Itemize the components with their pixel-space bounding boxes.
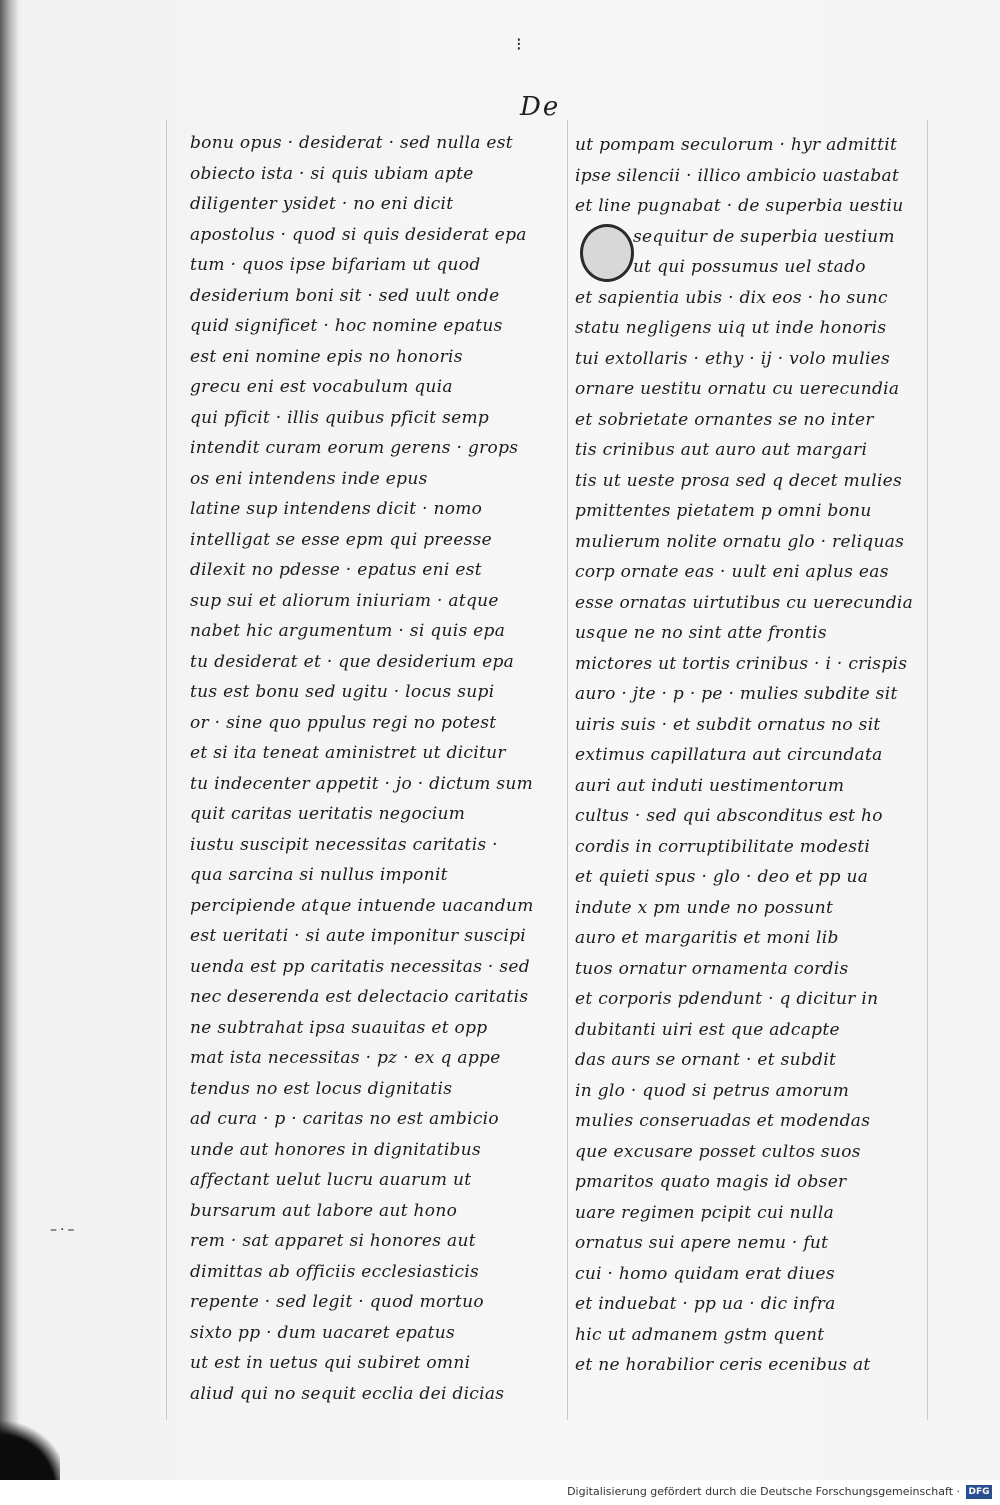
margin-ruling-middle: [567, 120, 568, 1420]
footer-bar: [0, 1480, 1000, 1505]
manuscript-line: corp ornate eas · uult eni aplus eas: [575, 562, 889, 582]
manuscript-line: auro et margaritis et moni lib: [575, 928, 839, 948]
manuscript-line: ut pompam seculorum · hyr admittit: [575, 135, 898, 155]
manuscript-line: intendit curam eorum gerens · grops: [190, 438, 519, 458]
manuscript-line: pmittentes pietatem p omni bonu: [575, 501, 872, 521]
manuscript-line: pmaritos quato magis id obser: [575, 1172, 847, 1192]
manuscript-line: qui pficit · illis quibus pficit semp: [190, 407, 490, 428]
manuscript-line: indute x pm unde no possunt: [575, 897, 834, 918]
manuscript-line: nec deserenda est delectacio caritatis: [190, 987, 529, 1007]
manuscript-line: tum · quos ipse bifariam ut quod: [190, 255, 481, 275]
manuscript-line: ornare uestitu ornatu cu uerecundia: [575, 379, 900, 399]
manuscript-line: cordis in corruptibilitate modesti: [575, 836, 871, 857]
manuscript-line: os eni intendens inde epus: [190, 468, 428, 489]
manuscript-line: cui · homo quidam erat diues: [575, 1263, 835, 1284]
manuscript-line: apostolus · quod si quis desiderat epa: [190, 224, 527, 245]
funding-notice: Digitalisierung gefördert durch die Deutsche Forschungsgemeinschaft ·: [567, 1485, 960, 1498]
manuscript-line: mictores ut tortis crinibus · i · crispis: [575, 653, 908, 674]
margin-ruling-right: [927, 120, 928, 1420]
manuscript-line: ad cura · p · caritas no est ambicio: [190, 1109, 499, 1129]
manuscript-line: statu negligens uiq ut inde honoris: [575, 318, 887, 338]
manuscript-line: ipse silencii · illico ambicio uastabat: [575, 165, 900, 186]
manuscript-line: mulies conseruadas et modendas: [575, 1111, 871, 1131]
right-text-column: [575, 130, 920, 1381]
manuscript-line: diligenter ysidet · no eni dicit: [190, 194, 454, 214]
scan-shadow-corner: [0, 1410, 60, 1480]
margin-ruling-left: [166, 120, 167, 1420]
manuscript-line: bonu opus · desiderat · sed nulla est: [190, 133, 513, 153]
page-binding-edge: [0, 0, 18, 1480]
manuscript-line: mulierum nolite ornatu glo · reliquas: [575, 531, 905, 552]
manuscript-line: auri aut induti uestimentorum: [575, 775, 845, 796]
manuscript-line: hic ut admanem gstm quent: [575, 1324, 825, 1345]
manuscript-line: tu desiderat et · que desiderium epa: [190, 651, 515, 672]
manuscript-line: et sobrietate ornantes se no inter: [575, 409, 874, 430]
manuscript-line: esse ornatas uirtutibus cu uerecundia: [575, 592, 914, 613]
manuscript-line: bursarum aut labore aut hono: [190, 1200, 458, 1221]
manuscript-line: aliud qui no sequit ecclia dei dicias: [190, 1383, 505, 1404]
manuscript-line: nabet hic argumentum · si quis epa: [190, 621, 506, 641]
manuscript-line: et corporis pdendunt · q dicitur in: [575, 989, 879, 1009]
manuscript-line: sup sui et aliorum iniuriam · atque: [190, 590, 499, 611]
manuscript-line: auro · jte · p · pe · mulies subdite sit: [575, 684, 898, 704]
manuscript-line: tendus no est locus dignitatis: [190, 1078, 453, 1099]
manuscript-line: tu indecenter appetit · jo · dictum sum: [190, 773, 534, 794]
manuscript-line: ornatus sui apere nemu · fut: [575, 1233, 829, 1253]
manuscript-line: que excusare posset cultos suos: [575, 1141, 861, 1162]
dfg-logo: DFG: [966, 1485, 992, 1499]
manuscript-line: or · sine quo ppulus regi no potest: [190, 712, 497, 733]
manuscript-line: uare regimen pcipit cui nulla: [575, 1202, 835, 1223]
manuscript-line: et sapientia ubis · dix eos · ho sunc: [575, 287, 888, 308]
manuscript-line: repente · sed legit · quod mortuo: [190, 1292, 484, 1312]
manuscript-line: das aurs se ornant · et subdit: [575, 1050, 837, 1070]
manuscript-line: tuos ornatur ornamenta cordis: [575, 958, 849, 979]
manuscript-line: uenda est pp caritatis necessitas · sed: [190, 956, 530, 977]
manuscript-line: dubitanti uiri est que adcapte: [575, 1019, 840, 1040]
manuscript-line: unde aut honores in dignitatibus: [190, 1139, 482, 1160]
manuscript-line: quid significet · hoc nomine epatus: [190, 316, 503, 336]
manuscript-line: intelligat se esse epm qui preesse: [190, 529, 492, 550]
manuscript-line: sequitur de superbia uestium: [633, 226, 895, 247]
page-heading: De: [520, 92, 561, 122]
manuscript-line: affectant uelut lucru auarum ut: [190, 1170, 472, 1190]
manuscript-line: et si ita teneat aministret ut dicitur: [190, 743, 506, 763]
manuscript-line: grecu eni est vocabulum quia: [190, 377, 453, 397]
manuscript-line: tis ut ueste prosa sed q decet mulies: [575, 470, 903, 491]
manuscript-line: usque ne no sint atte frontis: [575, 623, 827, 643]
manuscript-line: qua sarcina si nullus imponit: [190, 865, 448, 885]
manuscript-line: obiecto ista · si quis ubiam apte: [190, 163, 474, 184]
manuscript-line: tis crinibus aut auro aut margari: [575, 440, 868, 460]
left-text-column: [190, 128, 560, 1409]
manuscript-line: et quieti spus · glo · deo et pp ua: [575, 867, 869, 887]
manuscript-line: quit caritas ueritatis negocium: [190, 804, 466, 824]
manuscript-line: iustu suscipit necessitas caritatis ·: [190, 834, 498, 855]
manuscript-line: tus est bonu sed ugitu · locus supi: [190, 682, 495, 702]
manuscript-line: extimus capillatura aut circundata: [575, 745, 883, 765]
manuscript-line: cultus · sed qui absconditus est ho: [575, 806, 883, 826]
manuscript-line: ne subtrahat ipsa suauitas et opp: [190, 1017, 488, 1038]
manuscript-line: tui extollaris · ethy · ij · volo mulies: [575, 348, 891, 369]
margin-dash-mark: –·–: [50, 1222, 78, 1238]
manuscript-line: est ueritati · si aute imponitur suscipi: [190, 926, 527, 946]
manuscript-line: dilexit no pdesse · epatus eni est: [190, 560, 482, 580]
manuscript-line: rem · sat apparet si honores aut: [190, 1231, 476, 1251]
manuscript-line: et ne horabilior ceris ecenibus at: [575, 1355, 871, 1375]
manuscript-line: est eni nomine epis no honoris: [190, 346, 463, 367]
manuscript-line: et induebat · pp ua · dic infra: [575, 1294, 836, 1314]
manuscript-line: percipiende atque intuende uacandum: [190, 895, 534, 916]
manuscript-line: ut qui possumus uel stado: [633, 257, 866, 277]
manuscript-line: et line pugnabat · de superbia uestiu: [575, 196, 904, 216]
manuscript-line: dimittas ab officiis ecclesiasticis: [190, 1261, 480, 1282]
top-ink-mark: ⁝: [516, 34, 522, 55]
manuscript-line: sixto pp · dum uacaret epatus: [190, 1322, 455, 1343]
manuscript-line: latine sup intendens dicit · nomo: [190, 499, 483, 519]
manuscript-line: uiris suis · et subdit ornatus no sit: [575, 714, 881, 735]
manuscript-line: in glo · quod si petrus amorum: [575, 1080, 850, 1101]
manuscript-line: desiderium boni sit · sed uult onde: [190, 285, 500, 306]
manuscript-line: mat ista necessitas · pz · ex q appe: [190, 1048, 501, 1068]
manuscript-line: ut est in uetus qui subiret omni: [190, 1353, 471, 1373]
